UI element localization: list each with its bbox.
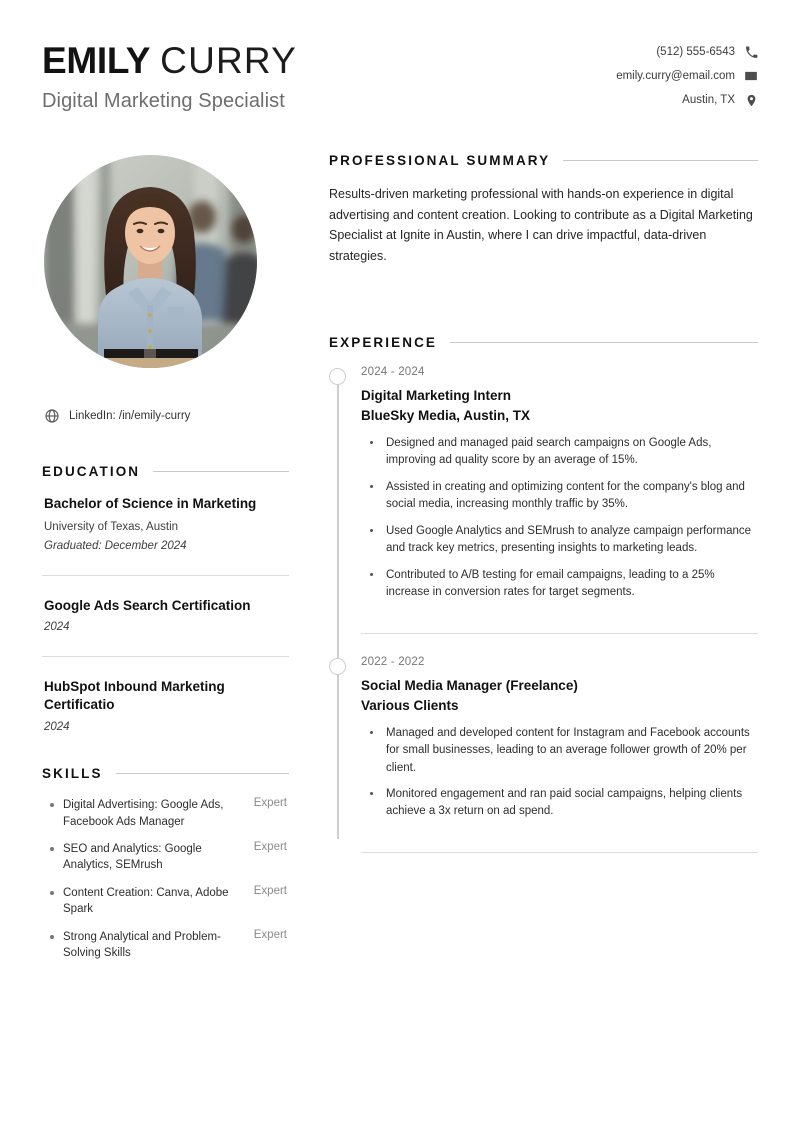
education-date: 2024 (44, 721, 70, 734)
experience-bottom-rule (361, 852, 758, 853)
skills-heading (42, 766, 289, 781)
experience-bullets (361, 725, 758, 821)
linkedin-label: LinkedIn: /in/emily-curry (69, 409, 191, 422)
contact-block (616, 38, 758, 107)
timeline-marker-icon (329, 658, 346, 675)
location-pin-icon (744, 93, 758, 107)
main-column (289, 147, 758, 853)
heading-rule (153, 471, 289, 472)
bullet-icon (50, 891, 54, 895)
bullet-icon (50, 803, 54, 807)
summary-heading (329, 153, 758, 168)
experience-entry (361, 366, 758, 633)
list-item (42, 885, 289, 918)
email-icon (744, 69, 758, 83)
skills-heading-label: SKILLS (42, 766, 103, 782)
education-heading-label: EDUCATION (42, 463, 141, 479)
experience-entry (361, 633, 758, 852)
list-item (42, 929, 289, 962)
experience-date: 2024 - 2024 (361, 365, 425, 378)
bullet-icon (50, 847, 54, 851)
education-title: HubSpot Inbound Marketing Certificatio (44, 679, 225, 713)
heading-rule (563, 160, 758, 161)
list-item: • Assisted in creating and optimizing content for the company's blog and social media, increasing monthly traffic by 35%. (383, 479, 758, 514)
name-block (42, 38, 297, 113)
contact-phone-value: (512) 555-6543 (656, 46, 735, 58)
education-date: Graduated: December 2024 (44, 539, 187, 552)
job-title: Digital Marketing Specialist (42, 89, 285, 112)
phone-icon (744, 45, 758, 59)
experience-bullets (361, 435, 758, 602)
skill-level: Expert (253, 797, 287, 810)
sidebar-column (42, 147, 289, 973)
list-item: • Managed and developed content for Instagram and Facebook accounts for small businesses, leading to an average follower growth of 20% per client. (383, 725, 758, 777)
summary-section (329, 147, 758, 267)
resume-header (42, 38, 758, 113)
education-section (42, 464, 289, 735)
contact-phone[interactable] (656, 45, 758, 59)
avatar (44, 155, 257, 368)
list-item: • Contributed to A/B testing for email campaigns, leading to a 25% increase in conversion rates for target segments. (383, 567, 758, 602)
education-item (42, 575, 289, 636)
skill-level: Expert (253, 928, 287, 941)
education-item (42, 656, 289, 735)
list-item (42, 797, 289, 830)
experience-company: Various Clients (361, 697, 459, 713)
skills-section (42, 766, 289, 962)
skill-level: Expert (253, 840, 287, 853)
experience-timeline (329, 366, 758, 853)
heading-rule (450, 342, 758, 343)
skill-name: SEO and Analytics: Google Analytics, SEMrush (63, 842, 202, 872)
education-item (42, 495, 289, 554)
experience-role: Digital Marketing Intern (361, 387, 512, 403)
contact-email-value: emily.curry@email.com (616, 70, 735, 82)
contact-location[interactable] (682, 93, 758, 107)
skill-level: Expert (253, 884, 287, 897)
summary-heading-label: PROFESSIONAL SUMMARY (329, 152, 551, 168)
list-item: • Monitored engagement and ran paid social campaigns, helping clients achieve a 3x return on ad spend. (383, 786, 758, 821)
skill-name: Content Creation: Canva, Adobe Spark (63, 886, 229, 916)
experience-date: 2022 - 2022 (361, 655, 425, 668)
education-heading (42, 464, 289, 479)
experience-company: BlueSky Media, Austin, TX (361, 407, 531, 423)
education-school: University of Texas, Austin (44, 520, 179, 533)
linkedin-row[interactable] (44, 408, 289, 424)
resume-body (42, 147, 758, 973)
experience-section (329, 335, 758, 853)
experience-heading (329, 335, 758, 350)
education-date: 2024 (44, 621, 70, 634)
timeline-marker-icon (329, 368, 346, 385)
portrait-photo (44, 155, 257, 368)
page-title (42, 42, 297, 81)
contact-location-value: Austin, TX (682, 94, 735, 106)
education-title: Bachelor of Science in Marketing (44, 495, 257, 511)
globe-icon (44, 408, 60, 424)
skill-name: Strong Analytical and Problem-Solving Skills (63, 930, 221, 960)
heading-rule (116, 773, 289, 774)
bullet-icon (50, 935, 54, 939)
experience-role: Social Media Manager (Freelance) (361, 677, 578, 693)
list-item (42, 841, 289, 874)
skill-name: Digital Advertising: Google Ads, Facebook Ads Manager (63, 799, 224, 828)
list-item: • Designed and managed paid search campaigns on Google Ads, improving ad quality score by an average of 15%. (383, 435, 758, 470)
last-name: CURRY (160, 40, 298, 81)
experience-heading-label: EXPERIENCE (329, 334, 438, 350)
education-title: Google Ads Search Certification (44, 597, 251, 613)
summary-text: Results-driven marketing professional with hands-on experience in digital advertising and content creation. Looking to contribute as a Digital Marketing Specialist at Ignite in Austin, where I can drive impactful, data-driven strategies. (329, 186, 753, 264)
list-item: • Used Google Analytics and SEMrush to analyze campaign performance and track key metrics, presenting insights to marketing leads. (383, 523, 758, 558)
first-name: EMILY (42, 40, 151, 81)
contact-email[interactable] (616, 69, 758, 83)
